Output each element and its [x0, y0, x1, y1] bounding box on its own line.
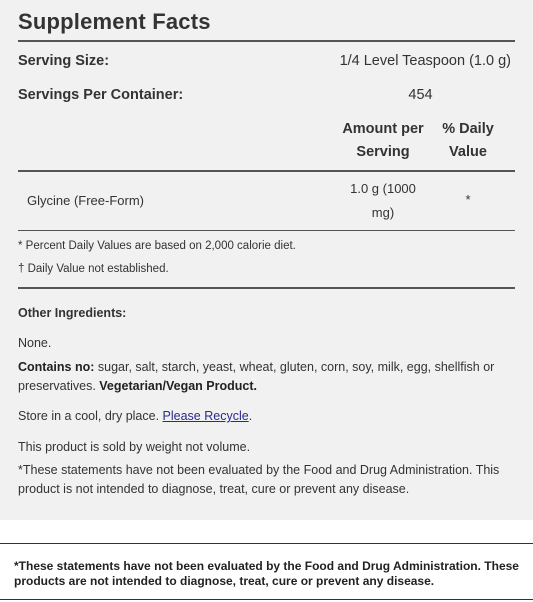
daily-value-note: † Daily Value not established. [18, 263, 169, 275]
contains-no-statement [18, 358, 515, 396]
title-divider [18, 40, 515, 42]
disclaimer-bottom-rule [0, 599, 533, 600]
daily-value-header: % Daily Value [442, 121, 494, 160]
ingredient-name: Glycine (Free-Form) [27, 193, 145, 208]
contains-no-list: sugar, salt, starch, yeast, wheat, gluten, corn, soy, milk, egg, shellfish or preservatives. [18, 360, 495, 393]
ingredient-amount: 1.0 g (1000 mg) [350, 181, 416, 220]
disclaimer-top-rule [0, 543, 533, 544]
supplement-facts-title: Supplement Facts [18, 9, 211, 34]
contains-no-label: Contains no: [18, 360, 95, 374]
other-ingredients-none: None. [18, 336, 52, 350]
percent-daily-note: * Percent Daily Values are based on 2,000 calorie diet. [18, 240, 296, 252]
vegetarian-label: Vegetarian/Vegan Product. [99, 379, 257, 393]
servings-per-container-value: 454 [408, 87, 433, 103]
serving-size-value: 1/4 Level Teaspoon (1.0 g) [339, 53, 511, 69]
ingredient-daily-value: * [465, 192, 471, 207]
serving-size-label: Serving Size: [18, 53, 110, 69]
notes-divider [18, 287, 515, 289]
storage-statement [18, 407, 515, 426]
storage-end: . [248, 409, 253, 423]
weight-statement: This product is sold by weight not volume. [18, 440, 251, 454]
fda-disclaimer: *These statements have not been evaluated by the Food and Drug Administration. These products are not intended to diagnose, treat, cure or prevent any disease. [14, 559, 519, 588]
servings-per-container-label: Servings Per Container: [18, 87, 184, 103]
please-recycle-link[interactable]: Please Recycle [162, 409, 249, 423]
other-ingredients-heading: Other Ingredients: [18, 306, 127, 320]
fda-statement: *These statements have not been evaluated by the Food and Drug Administration. This product is not intended to diagnose, treat, cure or prevent any disease. [18, 463, 500, 496]
amount-per-serving-header: Amount per Serving [342, 121, 424, 160]
storage-text: Store in a cool, dry place. [18, 409, 163, 423]
header-divider [18, 170, 515, 172]
ingredients-divider [18, 230, 515, 231]
